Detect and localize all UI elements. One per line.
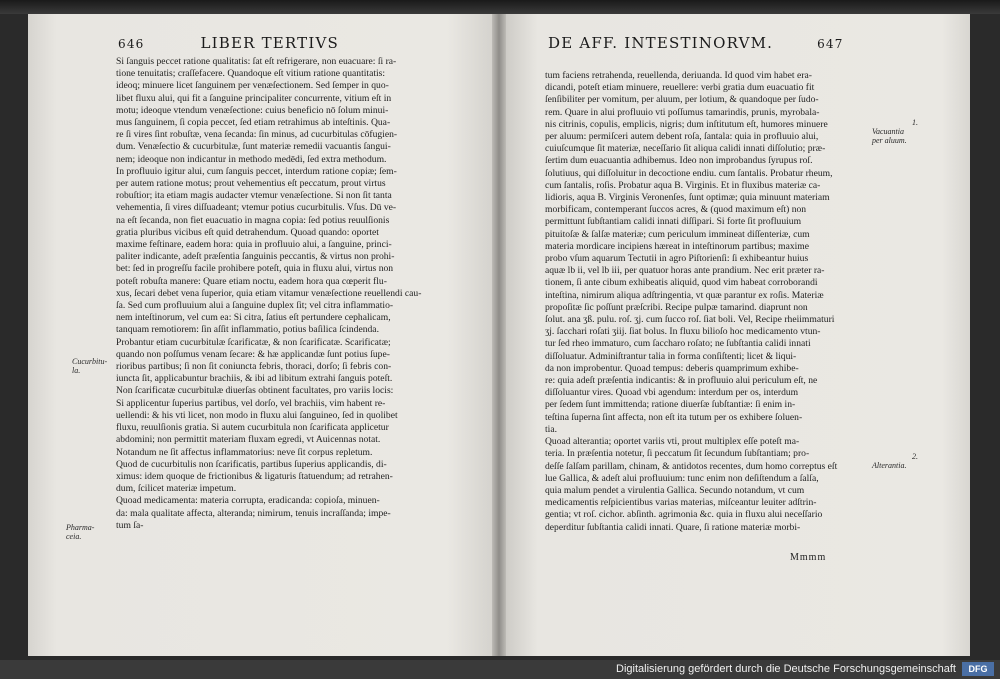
text-line: Probantur etiam cucurbitulæ ſcarificatæ, & non ſcarificatæ. Scarificatæ; <box>116 336 391 348</box>
margin-note-line: la. <box>72 366 81 375</box>
text-line: maxime feſtinare, eadem hora: quia in profluuio alui, a ſanguine, princi- <box>116 239 392 251</box>
margin-note <box>872 118 918 145</box>
text-line: ſertim dum euacuantia adhibemus. Ideo non improbandus ſyrupus roſ. <box>545 155 813 167</box>
text-line: da non improbentur. Quoad tempus: deberis quamprimum exhibe- <box>545 362 799 374</box>
catchword: Mmmm <box>790 552 827 563</box>
footer-bar <box>0 660 1000 679</box>
text-line: inteſtina, nimirum aliqua adſtringentia, vt quæ parantur ex roſis. Materiæ <box>545 289 824 301</box>
text-line: quia malum pendet a virulentia Gallica. Secundo notandum, vt cum <box>545 484 805 496</box>
text-line: Quoad medicamenta: materia corrupta, eradicanda: copioſa, minuen- <box>116 495 380 507</box>
text-line: abdomini; non permittit materiam fluxam egredi, vt Auicennas notat. <box>116 434 381 446</box>
margin-note <box>72 357 107 375</box>
text-line: re ſi vires ſint robuſtæ, vena ſecanda: ſin minus, ad cucurbitulas cōfugien- <box>116 129 398 141</box>
text-line: cuiuſcumque ſit materiæ, neceſſario ſit aliqua calidi innati diſſolutio; præ- <box>545 143 826 155</box>
text-line: Quod de cucurbitulis non ſcarificatis, partibus ſuperius applicandis, di- <box>116 458 387 470</box>
text-line: In profluuio igitur alui, cum ſanguis peccet, interdum ratione copiæ; ſem- <box>116 165 397 177</box>
text-line: xus, ſecari debet vena ſuperior, quia etiam vitamur venæſectione reuellendi cau- <box>116 287 422 299</box>
text-line: bet: ſed in progreſſu facile prohibere poteſt, quia in fluxu alui, virtus non <box>116 263 394 275</box>
text-line: fluxu, reuulſionis gratia. Si autem cucurbitula non ſcarificata applicetur <box>116 422 389 434</box>
text-line: gentia; vt roſ. cichor. abſinth. agrimonia &c. quia in fluxu alui neceſſario <box>545 509 823 521</box>
text-line: dicandi, poteſt etiam minuere, reuellere: verbi gratia dum euacuatio fit <box>545 82 815 94</box>
text-line: da: mala qualitate affecta, alteranda; nimirum, tenuis incraſſanda; impe- <box>116 507 391 519</box>
margin-note-line: per aluum. <box>872 136 907 145</box>
text-line: teria. In præſentia notetur, ſi peccatum ſit ſecundum ſubſtantiam; pro- <box>545 448 810 460</box>
margin-note <box>872 452 918 470</box>
text-line: ximus: idem quoque de frictionibus & ligaturis ſtatuendum; ad retrahen- <box>116 470 393 482</box>
text-line: libet fluxu alui, qui fit a ſanguine principaliter concurrente, vitium eſt in <box>116 92 392 104</box>
text-line: poteſt robuſta manere: Quare etiam noctu, eadem hora qua cœperit flu- <box>116 275 387 287</box>
text-line: Non ſcarificatæ cucurbitulæ diuerſas obtinent facultates, pro variis locis: <box>116 385 394 397</box>
left-page-number: 646 <box>118 37 145 51</box>
text-line: na eſt ſecanda, non fiet euacuatio in magna copia: ſed potius reuulſionis <box>116 214 390 226</box>
text-line: gratia pluribus vicibus eſt quid detrahendum. Quoad quando: oportet <box>116 226 379 238</box>
text-line: pituitoſæ & ſalſæ materiæ; cum periculum immineat diſſenteriæ, cum <box>545 228 810 240</box>
text-line: morbificam, contemperant ſuccos acres, & (quod maximum eſt) non <box>545 204 807 216</box>
text-line: Notandum ne ſit affectus inflammatorius: neve ſit corpus repletum. <box>116 446 373 458</box>
text-line: motu; ideoque vtendum venæſectione: cuius beneficio nō ſolum minui- <box>116 104 389 116</box>
text-line: dum, ſcilicet materiæ impetum. <box>116 483 237 495</box>
text-line: tum faciens retrahenda, reuellenda, deriuanda. Id quod vim habet era- <box>545 70 812 81</box>
text-line: ſa. Sed cum profluuium alui a ſanguine duplex ſit; vel citra inflammatio- <box>116 300 394 312</box>
text-line: Quoad alterantia; oportet variis vti, prout multiplex eſſe poteſt ma- <box>545 436 800 448</box>
dfg-logo: DFG <box>962 662 994 676</box>
text-line: rioribus partibus; ſi non ſit coniuncta febris, thoraci, dorſo; ſi febris con- <box>116 361 392 373</box>
text-line: nem inteſtinorum, vel cum ea: Si citra, ſatius eſt pertundere cephalicam, <box>116 312 391 324</box>
text-line: diſſoluatur. Adminiſtrantur talia in forma conſiſtenti; licet & liqui- <box>545 350 797 362</box>
text-line: diſſoluantur vires. Quoad vbi agendum: interdum per os, interdum <box>545 387 799 399</box>
text-line: mus ſanguinem, ſi copia peccet, ſed etiam retrahimus ab inteſtinis. Qua- <box>116 117 391 129</box>
left-running-head: LIBER TERTIVS <box>200 34 339 52</box>
margin-note-line: ceia. <box>66 532 82 541</box>
text-line: tum ſa- <box>116 519 144 531</box>
text-line: tionem, ſi ante cibum exhibeatis aliquid, quod vim habeat corroborandi <box>545 277 818 289</box>
scan-top-edge <box>0 0 1000 14</box>
book-gutter <box>492 14 506 656</box>
text-line: iuncta ſit, applicabuntur brachiis, & ibi ad libitum extrahi ſanguis poteſt. <box>116 373 393 385</box>
text-line: rem. Quare in alui profluuio vti poſſumus tamarindis, prunis, myrobala- <box>545 106 820 118</box>
text-line: teſtina ſuperna ſint affecta, non eſt ita tutum per os exhibere ſoluen- <box>545 411 803 423</box>
right-page-body <box>545 70 867 534</box>
margin-note-line: Cucurbitu- <box>72 357 108 366</box>
right-page-number: 647 <box>817 37 844 51</box>
margin-note-line: Pharma- <box>66 523 95 532</box>
text-line: nem; ideoque non indicantur in methodo medēdi, ſed extra methodum. <box>116 153 387 165</box>
text-line: paliter indicante, adeſt præſentia ſanguinis peccantis, & virtus non prohi- <box>116 251 395 263</box>
text-line: ſolut. ana ʒß. pulu. roſ. ʒj. cum ſucco roſ. ſiat boli. Vel, Recipe rheiimmaturi <box>545 314 835 326</box>
margin-note-line: Alterantia. <box>872 461 907 470</box>
margin-mark: 1. <box>912 118 918 127</box>
margin-note-line: Vacuantia <box>872 127 904 136</box>
text-line: quando non poſſumus venam ſecare: & hæ applicandæ ſunt potius ſupe- <box>116 348 390 360</box>
text-line: Si applicentur ſuperius partibus, vel dorſo, vel brachiis, vim habent re- <box>116 397 386 409</box>
text-line: uellendi: & his vti licet, non modo in fluxu alui ſanguineo, ſed in quolibet <box>116 409 398 421</box>
text-line: per autem ratione motus; prout vehementius eſt peccatum, prout virtus <box>116 178 386 190</box>
text-line: per ſedem ſunt immittenda; ratione diuerſæ ſubſtantiæ: ſi enim in- <box>545 399 796 411</box>
text-line: tia. <box>545 423 557 435</box>
text-line: tur ſed rheo immaturo, cum ſaccharo roſato; ne ſubſtantia calidi innati <box>545 338 811 350</box>
text-line: ſenſibiliter per vomitum, per aluum, per lotium, & quandoque per ſudo- <box>545 94 819 106</box>
text-line: permittunt ſubſtantiam calidi innati diſſipari. Si forte ſit profluuium <box>545 216 802 228</box>
text-line: probo vſum aquarum Tectutii in agro Piſtorienſi: ſi exhibeantur huius <box>545 253 809 265</box>
left-page-body <box>116 56 476 532</box>
text-line: tanquam remotiorem: ſin aſſit inflammatio, potius baſilica ſcindenda. <box>116 324 379 336</box>
text-line: aquæ lb ii, vel lb iii, per quatuor horas ante prandium. Nec erit præter ra- <box>545 265 825 277</box>
text-line: deſſe ſalſam parillam, chinam, & antidotos recentes, dum homo correptus eſt <box>545 460 838 472</box>
left-page-header <box>118 34 339 52</box>
text-line: cum ſantalis, roſis. Probatur aqua B. Virginis. Et in fluxibus materiæ ca- <box>545 179 821 191</box>
margin-mark: 2. <box>912 452 918 461</box>
text-line: materia mordicare incipiens hæreat in inteſtinorum partibus; maxime <box>545 240 810 252</box>
text-line: lidioris, aqua B. Virginis Veronenſes, ſunt optimæ; quia minuunt materiam <box>545 192 830 204</box>
right-running-head: DE AFF. INTESTINORVM. <box>548 34 774 52</box>
right-page-header <box>548 34 844 52</box>
text-line: robuſtior; ita etiam magis audacter vtemur venæſectione. Si non ſit tanta <box>116 190 392 202</box>
text-line: nis citrinis, copulis, emplicis, nigris; dum inſtitutum eſt, humores minuere <box>545 118 828 130</box>
text-line: ʒj. ſacchari roſati ʒiij. ſiat bolus. In fluxu bilioſo hoc medicamento vtun- <box>545 326 821 338</box>
text-line: Si ſanguis peccet ratione qualitatis: ſat eſt refrigerare, non euacuare: ſi ra- <box>116 56 397 67</box>
text-line: ſolutiuus, qui diſſoluitur in decoctione endiu. cum ſantalis. Probatur rheum, <box>545 167 833 179</box>
text-line: tione tenuitatis; craſſefacere. Quandoque eſt vitium ratione quantitatis: <box>116 68 386 80</box>
text-line: propoſitæ ſic poſſunt præſcribi. Recipe pulpæ tamarind. diaprunt non <box>545 301 808 313</box>
text-line: deperditur ſubſtantia calidi innati. Quare, ſi ratione materiæ morbi- <box>545 521 801 533</box>
text-line: re: quia adeſt præſentia indicantis: & in profluuio alui periculum eſt, ne <box>545 375 818 387</box>
text-line: vehementia, ſi vires diſſuadeant; vtemur potius cucurbitulis. Vſus. Dū ve- <box>116 202 397 214</box>
text-line: per aluum: permiſceri autem debent roſa, ſantala: quia in profluuio alui, <box>545 131 819 143</box>
text-line: ideoq; minuere licet ſanguinem per venæſectionem. Sed ſemper in quo- <box>116 80 389 92</box>
margin-note <box>66 523 94 541</box>
text-line: dum. Venæſectio & cucurbitulæ, ſunt materiæ remedii vacuantis ſangui- <box>116 141 391 153</box>
footer-credit: Digitalisierung gefördert durch die Deutsche Forschungsgemeinschaft <box>616 663 956 675</box>
text-line: lue Gallica, & adeſt alui profluuium: tunc enim non deſiſtendum a ſalſa, <box>545 472 819 484</box>
text-line: medicamentis reſpicientibus varias materias, miſceantur leuiter adſtrin- <box>545 497 817 509</box>
